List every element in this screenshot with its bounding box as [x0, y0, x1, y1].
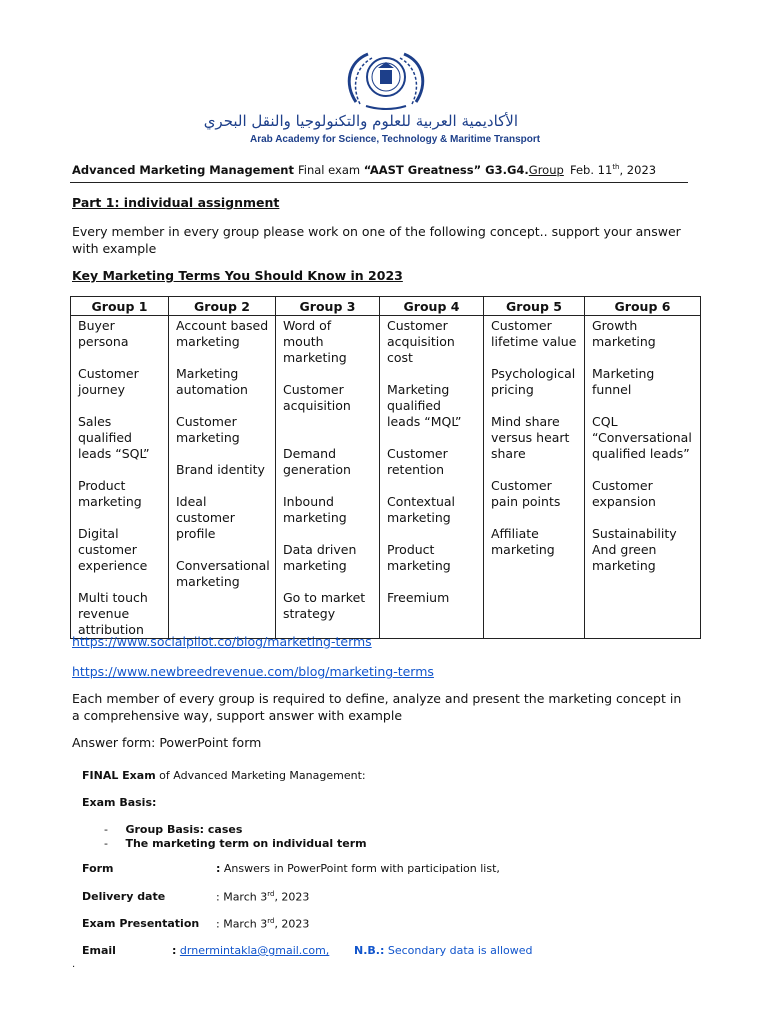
term-item: Customer acquisition cost: [387, 318, 455, 365]
term-item: Digital customer experience: [78, 526, 148, 573]
group-4-terms: [380, 316, 484, 639]
final-exam-title: FINAL Exam of Advanced Marketing Management:: [82, 769, 366, 782]
group-1-terms: [71, 316, 169, 639]
table-row: [71, 316, 701, 639]
presentation-date-label: Exam Presentation: [82, 917, 200, 930]
group-header: Group 3: [276, 297, 380, 316]
term-item: Sustainability And green marketing: [592, 526, 677, 573]
email-label: Email: [82, 944, 116, 957]
requirement-text: Each member of every group is required to define, analyze and present the marketing concept in a comprehensive way, support answer with example: [72, 691, 682, 723]
term-item: Go to market strategy: [283, 590, 366, 621]
group-5-terms: [484, 316, 585, 639]
socialpilot-link[interactable]: https://www.socialpilot.co/blog/marketing-terms: [72, 634, 372, 649]
basis-bullet-2: - The marketing term on individual term: [104, 837, 367, 850]
term-item: CQL “Conversational qualified leads”: [592, 414, 692, 461]
group-header: Group 4: [380, 297, 484, 316]
form-label: Form: [82, 862, 114, 875]
exam-date: Feb. 11th, 2023: [570, 163, 657, 177]
term-item: Affiliate marketing: [491, 526, 555, 557]
group-header: Group 2: [169, 297, 276, 316]
group-3-terms: [276, 316, 380, 639]
marketing-terms-table: [70, 296, 701, 639]
academy-arabic-name: الأكاديمية العربية للعلوم والتكنولوجيا والنقل البحري: [203, 112, 518, 130]
term-item: Customer acquisition: [283, 382, 351, 413]
delivery-date-value: : March 3rd, 2023: [216, 890, 310, 904]
term-item: Buyer persona: [78, 318, 129, 349]
answer-form-text: Answer form: PowerPoint form: [72, 735, 262, 750]
email-value[interactable]: : drnermintakla@gmail.com,: [172, 944, 330, 957]
term-item: Customer marketing: [176, 414, 240, 445]
basis-bullet-1: - Group Basis: cases: [104, 823, 243, 836]
exam-basis-label: Exam Basis:: [82, 796, 157, 809]
page-mark: .: [72, 959, 76, 970]
term-item: Customer pain points: [491, 478, 561, 509]
term-item: Customer journey: [78, 366, 139, 397]
group-header: Group 6: [585, 297, 701, 316]
term-item: Ideal customer profile: [176, 494, 235, 541]
term-item: Word of mouth marketing: [283, 318, 347, 365]
part1-instruction: Every member in every group please work on one of the following concept.. support your answer with example: [72, 224, 681, 256]
newbreedrevenue-link[interactable]: https://www.newbreedrevenue.com/blog/marketing-terms: [72, 664, 434, 679]
term-item: Freemium: [387, 590, 450, 605]
term-item: Customer retention: [387, 446, 448, 477]
group-6-terms: [585, 316, 701, 639]
course-title: Advanced Marketing Management: [72, 163, 294, 177]
term-item: Marketing qualified leads “MQL”: [387, 382, 462, 429]
term-item: Data driven marketing: [283, 542, 357, 573]
term-item: Customer lifetime value: [491, 318, 577, 349]
term-item: Account based marketing: [176, 318, 269, 349]
term-item: Marketing automation: [176, 366, 248, 397]
term-item: Conversational marketing: [176, 558, 270, 589]
presentation-date-value: : March 3rd, 2023: [216, 917, 310, 931]
term-item: Sales qualified leads “SQL”: [78, 414, 150, 461]
term-item: Multi touch revenue attribution: [78, 590, 148, 637]
term-item: Product marketing: [387, 542, 451, 573]
term-item: Marketing funnel: [592, 366, 655, 397]
part1-heading: Part 1: individual assignment: [72, 195, 280, 210]
academy-english-name: Arab Academy for Science, Technology & Maritime Transport: [250, 134, 541, 145]
term-item: Contextual marketing: [387, 494, 456, 525]
table-header-row: [71, 297, 701, 316]
header-divider: [70, 182, 688, 183]
exam-title: Final exam “AAST Greatness” G3.G4.Group: [298, 163, 564, 177]
key-terms-heading: Key Marketing Terms You Should Know in 2023: [72, 268, 403, 283]
term-item: Psychological pricing: [491, 366, 576, 397]
term-item: Brand identity: [176, 462, 265, 477]
term-item: Mind share versus heart share: [491, 414, 570, 461]
group-2-terms: [169, 316, 276, 639]
nb-note: N.B.: Secondary data is allowed: [354, 944, 533, 957]
term-item: Inbound marketing: [283, 494, 347, 525]
group-header: Group 5: [484, 297, 585, 316]
form-value: : Answers in PowerPoint form with participation list,: [216, 862, 500, 875]
term-item: Customer expansion: [592, 478, 656, 509]
term-item: Product marketing: [78, 478, 142, 509]
group-header: Group 1: [71, 297, 169, 316]
delivery-date-label: Delivery date: [82, 890, 166, 903]
term-item: Growth marketing: [592, 318, 656, 349]
term-item: Demand generation: [283, 446, 351, 477]
academy-logo: [338, 44, 434, 114]
